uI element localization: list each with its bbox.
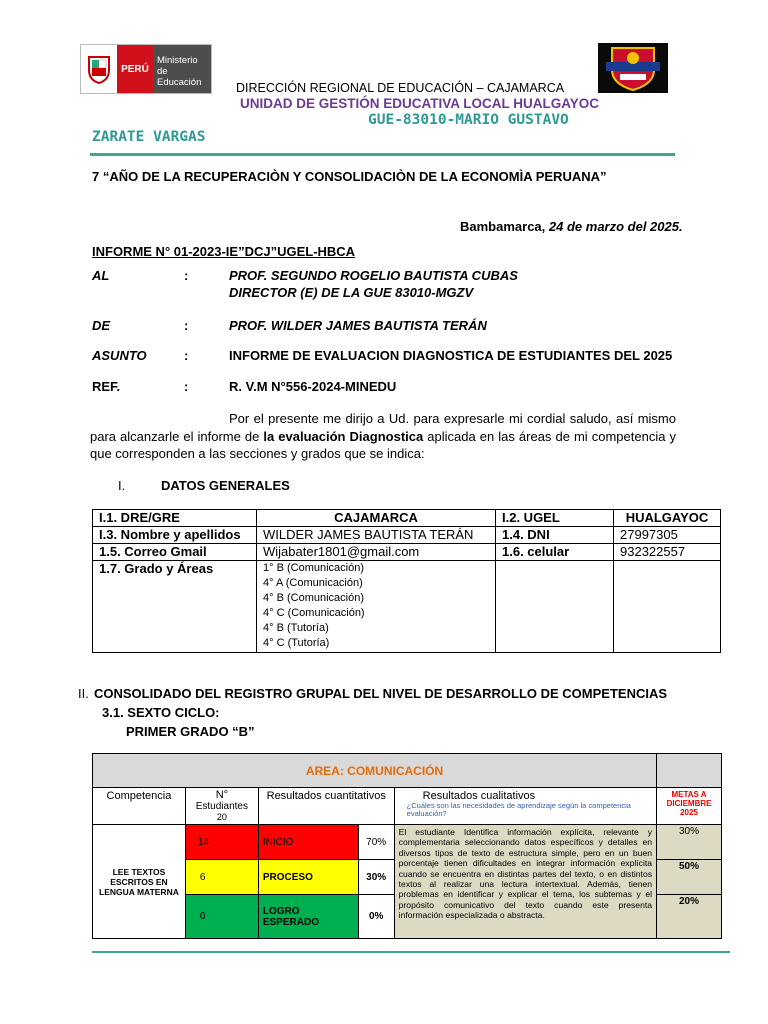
section1-title: DATOS GENERALES bbox=[161, 478, 290, 493]
header-estudiantes: N° Estudiantes 20 bbox=[185, 788, 258, 825]
grade-title: PRIMER GRADO “B” bbox=[126, 724, 255, 739]
report-number: INFORME N° 01-2023-IE”DCJ”UGEL-HBCA bbox=[92, 244, 356, 259]
al-value-line2: DIRECTOR (E) DE LA GUE 83010-MGZV bbox=[229, 285, 474, 300]
table-cell: 932322557 bbox=[614, 544, 721, 561]
ref-label: REF. bbox=[92, 379, 121, 394]
de-label: DE bbox=[92, 318, 111, 333]
header-cualitativos: Resultados cualitativos ¿Cuáles son las necesidades de aprendizaje según la competencia evaluación? bbox=[394, 788, 656, 825]
table-cell bbox=[614, 561, 721, 653]
table-cell: 1.6. celular bbox=[496, 544, 614, 561]
meta-logro: 20% bbox=[657, 895, 722, 939]
table-cell: HUALGAYOC bbox=[614, 510, 721, 527]
ministry-label: Ministerio de Educación bbox=[153, 45, 211, 93]
date-line: Bambamarca, 24 de marzo del 2025. bbox=[460, 219, 683, 234]
count-logro: 0 bbox=[185, 895, 258, 939]
header-divider bbox=[90, 153, 675, 156]
asunto-label: ASUNTO bbox=[92, 348, 147, 363]
list-item: 4° C (Tutoría) bbox=[263, 637, 330, 649]
al-label: AL bbox=[92, 268, 110, 283]
ref-value: R. V.M N°556-2024-MINEDU bbox=[229, 379, 397, 394]
table-row bbox=[93, 788, 722, 825]
school-name-line2: ZARATE VARGAS bbox=[92, 129, 206, 145]
meta-inicio: 30% bbox=[657, 825, 722, 860]
table-cell: I.3. Nombre y apellidos bbox=[93, 527, 257, 544]
asunto-value: INFORME DE EVALUACION DIAGNOSTICA DE ESTUDIANTES DEL 2025 bbox=[229, 348, 673, 363]
footer-divider bbox=[92, 951, 730, 953]
ugel-title: UNIDAD DE GESTIÓN EDUCATIVA LOCAL HUALGAYOC bbox=[240, 96, 600, 111]
level-logro: LOGRO ESPERADO bbox=[258, 895, 358, 939]
table-row bbox=[93, 754, 722, 788]
section2-subtitle: 3.1. SEXTO CICLO: bbox=[102, 705, 220, 720]
list-item: 4° B (Comunicación) bbox=[263, 592, 364, 604]
level-proceso: PROCESO bbox=[258, 860, 358, 895]
list-item: 4° A (Comunicación) bbox=[263, 577, 363, 589]
list-item: 4° B (Tutoría) bbox=[263, 622, 329, 634]
table-cell: WILDER JAMES BAUTISTA TERÁN bbox=[257, 527, 496, 544]
header-metas: METAS A DICIEMBRE 2025 bbox=[657, 788, 722, 825]
school-crest-icon bbox=[598, 43, 668, 93]
minedu-logo bbox=[80, 44, 212, 94]
pct-logro: 0% bbox=[358, 895, 394, 939]
table-row bbox=[93, 510, 721, 527]
table-cell: Wijabater1801@gmail.com bbox=[257, 544, 496, 561]
section1-number: I. bbox=[118, 478, 126, 493]
area-results-table bbox=[92, 753, 722, 939]
peru-shield-icon bbox=[81, 45, 117, 93]
table-cell: 1.7. Grado y Áreas bbox=[93, 561, 257, 653]
meta-proceso: 50% bbox=[657, 860, 722, 895]
table-cell: I.1. DRE/GRE bbox=[93, 510, 257, 527]
table-row bbox=[93, 544, 721, 561]
section2-title: CONSOLIDADO DEL REGISTRO GRUPAL DEL NIVEL DE DESARROLLO DE COMPETENCIAS bbox=[94, 686, 668, 701]
dre-title: DIRECCIÓN REGIONAL DE EDUCACIÓN – CAJAMARCA bbox=[236, 81, 565, 95]
header-competencia: Competencia bbox=[93, 788, 186, 825]
table-cell: 27997305 bbox=[614, 527, 721, 544]
table-row bbox=[93, 527, 721, 544]
list-item: 1° B (Comunicación) bbox=[263, 562, 364, 574]
table-cell bbox=[657, 754, 722, 788]
cualitativo-text: El estudiante Identifica información explícita, relevante y complementaria seleccionando datos específicos y detalles en diversos tipos de texto de estructura simple, pero en un buen porcentaje tienen dificultades en integrar información explícita cuando se encuentra en distintas partes del texto, o en distintos textos al realizar una lectura intertextual. Además, tienen problemas en identificar y explicar el tema, los subtemas y el propósito comunicativo del texto cuando este presenta información especializada o abstracta. bbox=[394, 825, 656, 939]
table-cell: CAJAMARCA bbox=[257, 510, 496, 527]
asunto-colon: : bbox=[184, 348, 189, 363]
table-row bbox=[93, 561, 721, 653]
list-item: 4° C (Comunicación) bbox=[263, 607, 365, 619]
competencia-cell: LEE TEXTOS ESCRITOS EN LENGUA MATERNA bbox=[93, 825, 186, 939]
pct-inicio: 70% bbox=[358, 825, 394, 860]
year-motto: 7 “AÑO DE LA RECUPERACIÒN Y CONSOLIDACIÒN DE LA ECONOMÌA PERUANA” bbox=[92, 169, 607, 184]
area-title: AREA: COMUNICACIÓN bbox=[93, 754, 657, 788]
table-cell: 1.4. DNI bbox=[496, 527, 614, 544]
level-inicio: INICIO bbox=[258, 825, 358, 860]
peru-label: PERÚ bbox=[117, 45, 153, 93]
al-value-line1: PROF. SEGUNDO ROGELIO BAUTISTA CUBAS bbox=[229, 268, 518, 283]
count-proceso: 6 bbox=[185, 860, 258, 895]
table-cell: I.2. UGEL bbox=[496, 510, 614, 527]
al-colon: : bbox=[184, 268, 189, 283]
table-cell: 1.5. Correo Gmail bbox=[93, 544, 257, 561]
ref-colon: : bbox=[184, 379, 189, 394]
count-inicio: 14 bbox=[185, 825, 258, 860]
school-name-line1: GUE-83010-MARIO GUSTAVO bbox=[368, 112, 569, 128]
grades-cell bbox=[257, 561, 496, 653]
de-value: PROF. WILDER JAMES BAUTISTA TERÁN bbox=[229, 318, 487, 333]
header-cuantitativos: Resultados cuantitativos bbox=[258, 788, 394, 825]
pct-proceso: 30% bbox=[358, 860, 394, 895]
de-colon: : bbox=[184, 318, 189, 333]
section2-number: II. bbox=[78, 686, 89, 701]
table-cell bbox=[496, 561, 614, 653]
table-row bbox=[93, 825, 722, 860]
general-data-table bbox=[92, 509, 721, 653]
intro-paragraph: Por el presente me dirijo a Ud. para expresarle mi cordial saludo, así mismo para alcanzarle el informe de la evaluación Diagnostica aplicada en las áreas de mi competencia y que corresponden a las secciones y grados que se indica: bbox=[90, 411, 676, 461]
